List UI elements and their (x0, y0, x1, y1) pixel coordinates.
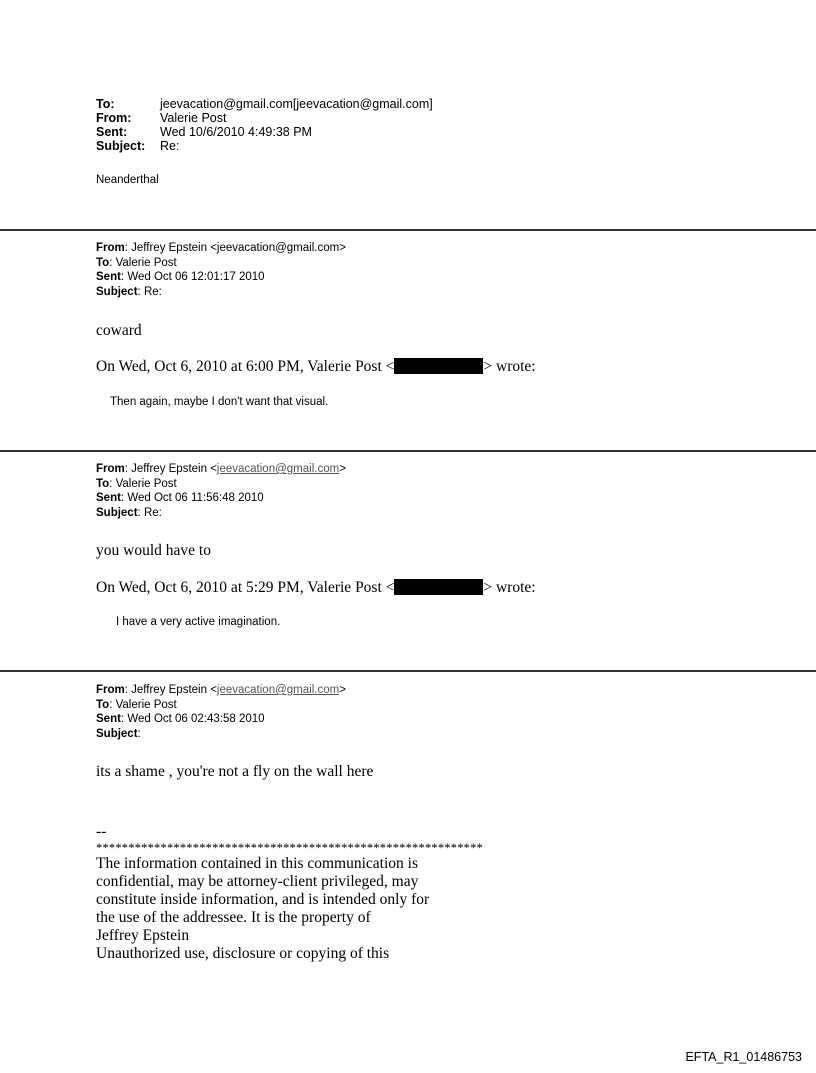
from-name: Jeffrey Epstein < (131, 242, 217, 254)
disclaimer-line: confidential, may be attorney-client privileged, may (96, 873, 419, 890)
message-body: its a shame , you're not a fly on the wall here (96, 763, 374, 780)
to-value: Valerie Post (115, 256, 177, 269)
from-name: Jeffrey Epstein < (131, 684, 217, 696)
from-label: From (96, 242, 125, 254)
wrote-suffix: > wrote: (483, 358, 536, 375)
to-label: To (96, 698, 110, 711)
to-label: To (96, 477, 110, 490)
disclaimer-line: The information contained in this communication is (96, 855, 418, 872)
wrote-suffix: > wrote: (483, 579, 536, 596)
from-email-link[interactable]: jeevacation@gmail.com (216, 463, 340, 475)
top-email-body: Neanderthal (96, 174, 159, 186)
message-body: you would have to (96, 542, 211, 559)
quoted-text: Then again, maybe I don't want that visual. (110, 396, 329, 408)
subject-label: Subject (96, 506, 138, 519)
signature-dashes: -- (96, 823, 107, 840)
sent-value: Wed Oct 06 12:01:17 2010 (127, 271, 265, 283)
divider (0, 450, 816, 452)
to-value: jeevacation@gmail.com[jeevacation@gmail.com] (160, 97, 433, 111)
sent-value: Wed 10/6/2010 4:49:38 PM (160, 125, 312, 139)
from-label: From (96, 463, 125, 475)
header-subject-row (96, 139, 433, 153)
from-end: > (339, 684, 346, 696)
from-name: Jeffrey Epstein < (131, 463, 217, 475)
wrote-line (96, 358, 536, 376)
disclaimer-line: the use of the addressee. It is the property of (96, 909, 371, 926)
subject-label: Subject: (96, 139, 146, 153)
from-end: > (339, 463, 346, 475)
subject-value: Re: (143, 285, 162, 298)
header-from-row (96, 111, 433, 125)
confidentiality-footer (96, 823, 483, 963)
from-value: Valerie Post (160, 111, 227, 125)
sent-label: Sent (96, 492, 121, 504)
quoted-text: I have a very active imagination. (116, 616, 281, 628)
sent-label: Sent (96, 271, 121, 283)
sent-value: Wed Oct 06 02:43:58 2010 (127, 713, 265, 725)
from-label: From: (96, 111, 132, 125)
header-to-row (96, 97, 433, 111)
subject-value: Re: (143, 506, 162, 519)
redaction-box (394, 579, 483, 595)
to-value: Valerie Post (115, 698, 177, 711)
document-id: EFTA_R1_01486753 (685, 1050, 802, 1064)
sent-label: Sent: (96, 125, 128, 139)
from-label: From (96, 684, 125, 696)
header-sent-row (96, 125, 433, 139)
from-email-link[interactable]: jeevacation@gmail.com (216, 684, 340, 696)
subject-value: Re: (160, 139, 180, 153)
from-end: > (339, 242, 346, 254)
divider (0, 670, 816, 672)
to-label: To: (96, 97, 115, 111)
divider (0, 229, 816, 231)
to-value: Valerie Post (115, 477, 177, 490)
disclaimer-line: Jeffrey Epstein (96, 927, 190, 944)
redaction-box (394, 358, 483, 374)
wrote-prefix: On Wed, Oct 6, 2010 at 5:29 PM, Valerie Post < (96, 579, 395, 596)
message-header: From: Jeffrey Epstein <jeevacation@gmail.com> To: Valerie Post Sent: Wed Oct 06 12:01:17 2010 Subject: Re: (96, 242, 346, 298)
sent-value: Wed Oct 06 11:56:48 2010 (127, 492, 264, 504)
message-header: From: Jeffrey Epstein <jeevacation@gmail.com> To: Valerie Post Sent: Wed Oct 06 11:56:48 2010 Subject: Re: (96, 463, 346, 519)
subject-label: Subject (96, 727, 138, 740)
to-label: To (96, 256, 110, 269)
wrote-prefix: On Wed, Oct 6, 2010 at 6:00 PM, Valerie Post < (96, 358, 395, 375)
subject-label: Subject (96, 285, 138, 298)
star-separator: ************************************************************ (96, 841, 483, 855)
message-header: From: Jeffrey Epstein <jeevacation@gmail.com> To: Valerie Post Sent: Wed Oct 06 02:43:58 2010 Subject: (96, 684, 346, 740)
message-body: coward (96, 322, 142, 339)
disclaimer-line: constitute inside information, and is intended only for (96, 891, 430, 908)
disclaimer-line: Unauthorized use, disclosure or copying of this (96, 945, 390, 962)
wrote-line (96, 579, 536, 597)
from-email: jeevacation@gmail.com (216, 242, 340, 254)
top-email-header (96, 97, 433, 153)
sent-label: Sent (96, 713, 121, 725)
